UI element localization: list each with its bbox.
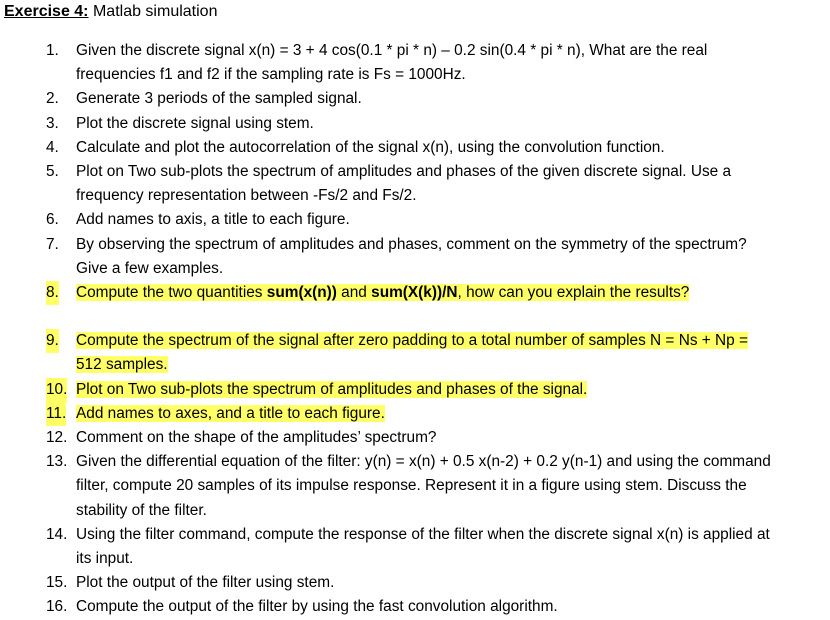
item-formula: sum(x(n)) <box>266 284 337 302</box>
item-text: Add names to axis, a title to each figure. <box>76 211 350 229</box>
item-number: 14. <box>46 525 68 543</box>
list-item-5 <box>0 160 830 208</box>
list-item-12 <box>0 426 830 450</box>
item-text: Plot the discrete signal using stem. <box>76 114 314 132</box>
item-text-part: Compute the two quantities <box>76 284 267 302</box>
item-text: Using the filter command, compute the response of the filter when the discrete signal x(n) is applied at its input. <box>76 525 770 568</box>
exercise-label: Exercise 4: <box>4 3 89 20</box>
item-number: 11. <box>46 402 66 426</box>
list-item-1 <box>0 39 830 87</box>
item-text: Given the discrete signal x(n) = 3 + 4 cos(0.1 * pi * n) – 0.2 sin(0.4 * pi * n), What are the real frequencies f1 and f2 if the sampling rate is Fs = 1000Hz. <box>76 42 708 84</box>
item-text <box>76 281 776 305</box>
list-item-7 <box>0 233 830 281</box>
item-text-highlight: Plot on Two sub-plots the spectrum of amplitudes and phases of the signal. <box>76 380 588 398</box>
item-text <box>76 329 776 377</box>
item-text-part: and <box>336 284 372 302</box>
item-number: 5. <box>46 163 59 181</box>
list-item-9 <box>0 329 830 377</box>
item-number: 16. <box>46 598 68 616</box>
exercise-title <box>4 2 217 22</box>
item-formula: sum(X(k))/N <box>371 284 458 302</box>
list-item-6 <box>0 208 830 232</box>
list-item-15 <box>0 571 830 595</box>
item-number: 12. <box>46 429 68 447</box>
item-text-highlight: Compute the spectrum of the signal after zero padding to a total number of samples N = Ns + Np = 512 samples. <box>76 332 748 374</box>
list-item-8 <box>0 281 830 305</box>
item-text: Comment on the shape of the amplitudes’ spectrum? <box>76 429 437 447</box>
item-number: 10. <box>46 378 67 402</box>
item-text: Calculate and plot the autocorrelation of the signal x(n), using the convolution function. <box>76 138 665 156</box>
list-item-2 <box>0 87 830 111</box>
list-item-4 <box>0 136 830 160</box>
list-item-3 <box>0 112 830 136</box>
item-number: 8. <box>46 281 59 305</box>
list-item-16 <box>0 595 830 619</box>
item-text-highlight: Add names to axes, and a title to each figure. <box>76 404 385 422</box>
item-text-part: , how can you explain the results? <box>457 284 690 302</box>
list-item-14 <box>0 523 830 571</box>
list-item-10 <box>0 378 830 402</box>
item-text: Given the differential equation of the filter: y(n) = x(n) + 0.5 x(n-2) + 0.2 y(n-1) and using the command filter, compute 20 samples of its impulse response. Represent it in a figure using stem. Discuss the stability of the filter. <box>76 453 771 519</box>
exercise-subtitle: Matlab simulation <box>88 3 218 20</box>
item-text <box>76 402 776 426</box>
item-number: 1. <box>46 42 59 59</box>
item-number: 6. <box>46 211 59 229</box>
item-text: Generate 3 periods of the sampled signal. <box>76 90 362 108</box>
item-number: 4. <box>46 138 59 156</box>
item-number: 15. <box>46 574 68 592</box>
spacer <box>0 305 830 329</box>
item-text: Plot the output of the filter using stem. <box>76 574 335 592</box>
item-text <box>76 378 776 402</box>
item-number: 3. <box>46 114 59 132</box>
item-number: 2. <box>46 90 59 108</box>
list-item-11 <box>0 402 830 426</box>
item-number: 7. <box>46 235 59 253</box>
item-text: By observing the spectrum of amplitudes and phases, comment on the symmetry of the spectrum? Give a few examples. <box>76 235 747 277</box>
item-text: Plot on Two sub-plots the spectrum of amplitudes and phases of the given discrete signal. Use a frequency representation between -Fs/2 and Fs/2. <box>76 163 732 205</box>
task-list <box>0 39 830 620</box>
item-number: 13. <box>46 453 68 471</box>
list-item-13 <box>0 450 830 523</box>
item-number: 9. <box>46 329 59 353</box>
item-text: Compute the output of the filter by using the fast convolution algorithm. <box>76 598 558 616</box>
